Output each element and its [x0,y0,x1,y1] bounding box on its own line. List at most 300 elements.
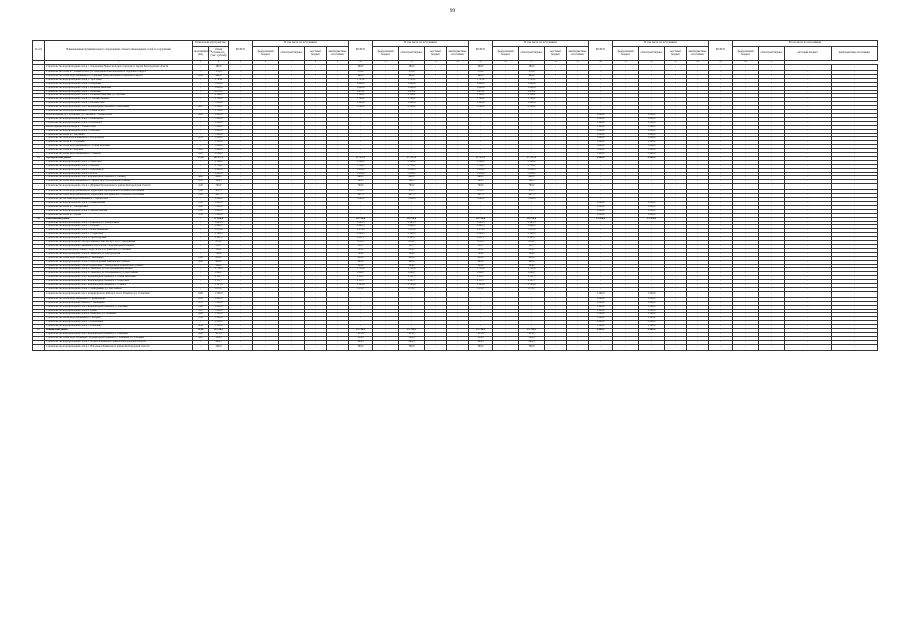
row-num: - [33,94,45,98]
year-4-reg: - [639,268,665,272]
row-length: 17,50 [193,156,209,160]
year-5-reg: - [759,129,785,133]
year-5-ext: - [831,168,878,172]
year-4-total: - [589,110,613,114]
row-length: 1,50 [193,213,209,217]
year-1-fed: - [253,340,279,344]
year-4-reg: - [639,190,665,194]
year-1-fed: - [253,106,279,110]
col-number-6: 6 [253,61,279,65]
year-3-ext: - [567,229,589,233]
year-2-ext: - [447,164,469,168]
year-2-loc: - [425,340,447,344]
year-3-loc: - [545,272,567,276]
row-num: - [33,106,45,110]
year-2-loc: - [425,164,447,168]
year-4-reg: - [639,221,665,225]
year-4-fed: - [613,184,639,190]
year-4-ext: - [687,110,709,114]
year-1-loc: - [305,256,327,260]
year-3-ext: - [567,102,589,106]
year-1-total: - [229,168,253,172]
year-3-total: 2 470,2 [469,90,493,94]
row-num: - [33,184,45,190]
year-2-fed: - [373,248,399,252]
year-3-total: 796,0 [469,252,493,256]
year-1-fed: - [253,248,279,252]
year-5-ext: - [831,160,878,164]
year-5-ext: - [831,98,878,102]
year-5-ext: - [831,287,878,291]
year-4-total: - [589,237,613,241]
year-4-loc: - [665,153,687,157]
year-3-reg: - [519,301,545,305]
year-3-total: 455,0 [469,333,493,337]
year-1-ext: - [327,202,349,206]
year-5-loc: - [785,209,831,213]
year-2-ext: - [447,276,469,280]
year-4-fed: - [613,336,639,340]
year-2-reg: 2 734,1 [399,164,425,168]
year-1-reg: - [279,153,305,157]
year-4-total: - [589,90,613,94]
year-5-ext: - [831,184,878,190]
year-1-ext: - [327,141,349,145]
year-5-loc: - [785,202,831,206]
year-4-fed: - [613,325,639,329]
year-3-total: - [469,317,493,321]
year-4-reg: - [639,237,665,241]
year-2-loc: - [425,137,447,141]
year-3-total: 504,0 [469,264,493,268]
year-5-total: - [709,71,733,75]
row-length: - [193,133,209,137]
year-1-ext: - [327,94,349,98]
year-1-fed: - [253,325,279,329]
year-2-reg: 398,3 [399,180,425,184]
col-number-10: 10 [349,61,373,65]
year-2-ext: - [447,86,469,90]
year-4-reg: - [639,82,665,86]
year-5-total: - [709,268,733,272]
year-3-ext: - [567,297,589,301]
row-num: - [33,297,45,301]
year-2-total: - [349,317,373,321]
row-name: Строительство водопроводной сети в с. Нагольное Ровеньского района Белгородской области [45,344,193,350]
year-1-ext: - [327,156,349,160]
year-1-ext: - [327,194,349,198]
year-5-ext: - [831,284,878,288]
year-1-fed: - [253,113,279,117]
year-4-total: - [589,172,613,176]
year-2-fed: - [373,301,399,305]
year-4-ext: - [687,149,709,153]
year-2-loc: - [425,301,447,305]
year-2-loc: - [425,321,447,325]
year-5-fed: - [733,305,759,309]
row-cost: 398,3 [209,180,229,184]
year-3-loc: - [545,129,567,133]
year-3-loc: - [545,160,567,164]
year-2-ext: - [447,217,469,221]
year-3-reg: 796,0 [519,252,545,256]
year-5-fed: - [733,133,759,137]
year-3-loc: - [545,333,567,337]
year-4-total: - [589,244,613,248]
row-length: - [193,198,209,202]
row-length: - [193,225,209,229]
year-1-loc: - [305,233,327,237]
year-5-reg: - [759,344,785,350]
year-4-total: - [589,71,613,75]
year-3-reg: 455,0 [519,333,545,337]
header-reg-4: областной бюджет [639,47,665,61]
row-num: - [33,74,45,78]
year-1-fed: - [253,284,279,288]
year-1-reg: - [279,205,305,209]
year-1-fed: - [253,287,279,291]
year-3-ext: - [567,156,589,160]
year-2-loc: - [425,297,447,301]
year-5-loc: - [785,129,831,133]
row-cost: 2 108,3 [209,233,229,237]
year-2-total: 1 700,2 [349,98,373,102]
year-1-total: - [229,133,253,137]
year-5-total: - [709,141,733,145]
year-3-reg: 1 629,4 [519,86,545,90]
row-cost: 1 750,0 [209,268,229,272]
year-2-total: 2 585,6 [349,284,373,288]
row-cost: 560,0 [209,344,229,350]
year-4-reg: 1 000,0 [639,145,665,149]
year-1-ext: - [327,309,349,313]
row-name: Строительство сетей водоснабжения в с. Кривошеево [45,297,193,301]
year-2-reg: - [399,153,425,157]
year-2-loc: - [425,221,447,225]
row-name: Строительство водопроводной сети с водонапорной башней в с. Ровеньки [45,333,193,337]
year-1-loc: - [305,317,327,321]
year-5-loc: - [785,153,831,157]
year-3-total: - [469,149,493,153]
header-loc-5: местный бюджет [785,47,831,61]
year-4-total: 1 500,0 [589,291,613,297]
year-1-total: - [229,241,253,245]
year-2-reg: - [399,137,425,141]
year-3-ext: - [567,78,589,82]
year-1-fed: - [253,280,279,284]
year-5-fed: - [733,164,759,168]
year-4-fed: - [613,221,639,225]
year-2-total: 2 120,2 [349,94,373,98]
year-2-fed: - [373,86,399,90]
year-3-loc: - [545,237,567,241]
year-4-loc: - [665,65,687,71]
year-4-loc: - [665,156,687,160]
year-1-reg: - [279,160,305,164]
row-name: Строительство сетей водоснабжения в с. Бобрава [45,317,193,321]
year-4-reg: 1 500,0 [639,141,665,145]
year-3-ext: - [567,164,589,168]
year-2-total: 1 629,4 [349,86,373,90]
row-name: Строительство сетей водоснабжения в с. Зинаидино [45,256,193,260]
year-4-loc: - [665,176,687,180]
year-4-total: 1 000,0 [589,113,613,117]
year-4-loc: - [665,229,687,233]
year-2-fed: - [373,160,399,164]
year-3-loc: - [545,82,567,86]
year-3-fed: - [493,329,519,333]
row-name: Строительство сетей в с. Боровая [45,149,193,153]
year-2-total: 398,3 [349,180,373,184]
year-2-ext: - [447,129,469,133]
year-4-ext: - [687,333,709,337]
year-1-total: - [229,325,253,329]
year-2-fed: - [373,217,399,221]
year-2-fed: - [373,280,399,284]
year-2-ext: - [447,309,469,313]
row-num: - [33,313,45,317]
year-5-reg: - [759,244,785,248]
year-3-ext: - [567,321,589,325]
year-2-ext: - [447,301,469,305]
year-4-total: - [589,233,613,237]
year-5-loc: - [785,98,831,102]
row-cost: 1 000,0 [209,113,229,117]
year-4-fed: - [613,241,639,245]
year-2-ext: - [447,117,469,121]
year-3-total: 370,0 [469,71,493,75]
year-3-fed: - [493,305,519,309]
row-num: - [33,110,45,114]
year-4-fed: - [613,82,639,86]
row-cost: 1 070,7 [209,287,229,291]
year-3-fed: - [493,110,519,114]
year-1-fed: - [253,98,279,102]
year-4-fed: - [613,78,639,82]
year-4-loc: - [665,78,687,82]
year-5-total: - [709,280,733,284]
year-1-loc: - [305,102,327,106]
year-5-ext: - [831,336,878,340]
row-length: 4,50 [193,325,209,329]
year-4-reg: 1 200,0 [639,153,665,157]
year-4-loc: - [665,297,687,301]
row-num: - [33,194,45,198]
year-3-fed: - [493,280,519,284]
year-3-total: 1 685,3 [469,221,493,225]
year-4-loc: - [665,194,687,198]
year-4-loc: - [665,241,687,245]
year-4-reg: 1 200,0 [639,121,665,125]
row-cost: 1 800,7 [209,272,229,276]
year-5-loc: - [785,102,831,106]
row-length: 2,45 [193,297,209,301]
year-5-loc: - [785,260,831,264]
year-1-fed: - [253,205,279,209]
year-4-fed: - [613,137,639,141]
year-4-loc: - [665,252,687,256]
year-4-fed: - [613,71,639,75]
year-4-total: - [589,74,613,78]
year-5-total: - [709,137,733,141]
year-1-fed: - [253,141,279,145]
year-1-reg: - [279,336,305,340]
col-number-22: 22 [639,61,665,65]
year-3-loc: - [545,297,567,301]
year-2-reg: 504,0 [399,264,425,268]
year-1-loc: - [305,309,327,313]
year-1-ext: - [327,287,349,291]
year-2-reg: 1 800,7 [399,272,425,276]
year-3-ext: - [567,98,589,102]
year-3-total: 17 377,1 [469,156,493,160]
year-4-loc: - [665,321,687,325]
year-3-loc: - [545,256,567,260]
row-cost: 2 120,2 [209,94,229,98]
row-name: Строительство водопроводной сети в с. Ракитное ул. Центральная [45,221,193,225]
year-1-total: - [229,280,253,284]
col-number-9: 9 [327,61,349,65]
year-4-fed: - [613,291,639,297]
year-5-total: - [709,344,733,350]
header-total-4: ВСЕГО [589,41,613,61]
row-num: - [33,276,45,280]
year-1-reg: - [279,137,305,141]
year-2-ext: - [447,209,469,213]
year-4-total: 1 200,0 [589,121,613,125]
year-3-fed: - [493,205,519,209]
year-4-ext: - [687,98,709,102]
year-2-ext: - [447,305,469,309]
year-2-loc: - [425,225,447,229]
year-4-total: 1 000,0 [589,205,613,209]
year-2-reg: 316,0 [399,336,425,340]
year-4-loc: - [665,301,687,305]
year-3-fed: - [493,153,519,157]
year-4-fed: - [613,94,639,98]
year-2-ext: - [447,268,469,272]
year-2-reg: - [399,141,425,145]
year-2-loc: - [425,264,447,268]
year-1-fed: - [253,291,279,297]
year-1-ext: - [327,305,349,309]
year-1-ext: - [327,317,349,321]
year-5-ext: - [831,141,878,145]
year-4-total: 1 200,0 [589,125,613,129]
year-1-loc: - [305,225,327,229]
year-1-fed: - [253,317,279,321]
row-name: Строительство водопроводной сети с водонапорной башней в с. Ржавец [45,176,193,180]
row-name: Строительство сетей в с. Лучки [45,213,193,217]
year-1-fed: - [253,241,279,245]
year-1-fed: - [253,237,279,241]
row-cost: 2 690,3 [209,225,229,229]
year-4-ext: - [687,176,709,180]
year-2-loc: - [425,287,447,291]
year-5-fed: - [733,344,759,350]
year-4-reg: 1 000,0 [639,137,665,141]
year-4-loc: - [665,205,687,209]
year-2-fed: - [373,102,399,106]
year-1-total: - [229,156,253,160]
year-2-fed: - [373,78,399,82]
year-3-ext: - [567,172,589,176]
col-number-3: 3 [193,61,209,65]
row-cost: 2 500,0 [209,160,229,164]
row-num: - [33,202,45,206]
year-5-ext: - [831,125,878,129]
row-length: - [193,129,209,133]
year-1-fed: - [253,313,279,317]
year-5-reg: - [759,291,785,297]
row-num: - [33,317,45,321]
row-cost: 1 478,6 [209,229,229,233]
row-cost: 796,0 [209,252,229,256]
year-3-total: 2 287,1 [469,237,493,241]
row-name: Строительство водопроводной сети с водонапорной башней в с. Борисовка [45,280,193,284]
year-1-loc: - [305,141,327,145]
year-3-loc: - [545,280,567,284]
year-1-loc: - [305,153,327,157]
row-name: Строительство водопроводной сети с водонапорной башней в с. Новая Березовка [45,276,193,280]
year-4-reg: - [639,176,665,180]
year-5-loc: - [785,225,831,229]
year-3-loc: - [545,217,567,221]
year-1-fed: - [253,160,279,164]
year-2-fed: - [373,252,399,256]
year-5-reg: - [759,121,785,125]
year-1-loc: - [305,213,327,217]
year-3-reg: - [519,297,545,301]
year-2-reg: - [399,145,425,149]
year-2-total: 2 111,7 [349,280,373,284]
year-5-fed: - [733,229,759,233]
year-1-reg: - [279,252,305,256]
year-2-ext: - [447,264,469,268]
year-5-total: - [709,102,733,106]
year-3-reg: 1 700,2 [519,98,545,102]
year-3-ext: - [567,65,589,71]
row-cost: 2 950,0 [209,168,229,172]
year-2-total: - [349,209,373,213]
year-1-fed: - [253,272,279,276]
year-4-ext: - [687,129,709,133]
row-cost: 370,0 [209,71,229,75]
year-2-fed: - [373,268,399,272]
year-2-total: 455,0 [349,333,373,337]
year-2-reg: 2 690,3 [399,225,425,229]
year-4-total: 1 000,0 [589,137,613,141]
year-2-reg: 15 730,3 [399,329,425,333]
year-5-total: - [709,145,733,149]
year-1-fed: - [253,71,279,75]
year-2-ext: - [447,291,469,297]
row-length: - [193,237,209,241]
year-5-loc: - [785,297,831,301]
year-2-loc: - [425,71,447,75]
year-1-ext: - [327,301,349,305]
year-4-ext: - [687,209,709,213]
year-1-ext: - [327,133,349,137]
year-2-total: - [349,309,373,313]
year-2-loc: - [425,233,447,237]
header-reg-3: областной бюджет [519,47,545,61]
year-5-reg: - [759,172,785,176]
year-4-total: - [589,176,613,180]
year-4-ext: - [687,145,709,149]
year-3-ext: - [567,205,589,209]
year-2-total: 460,0 [349,65,373,71]
